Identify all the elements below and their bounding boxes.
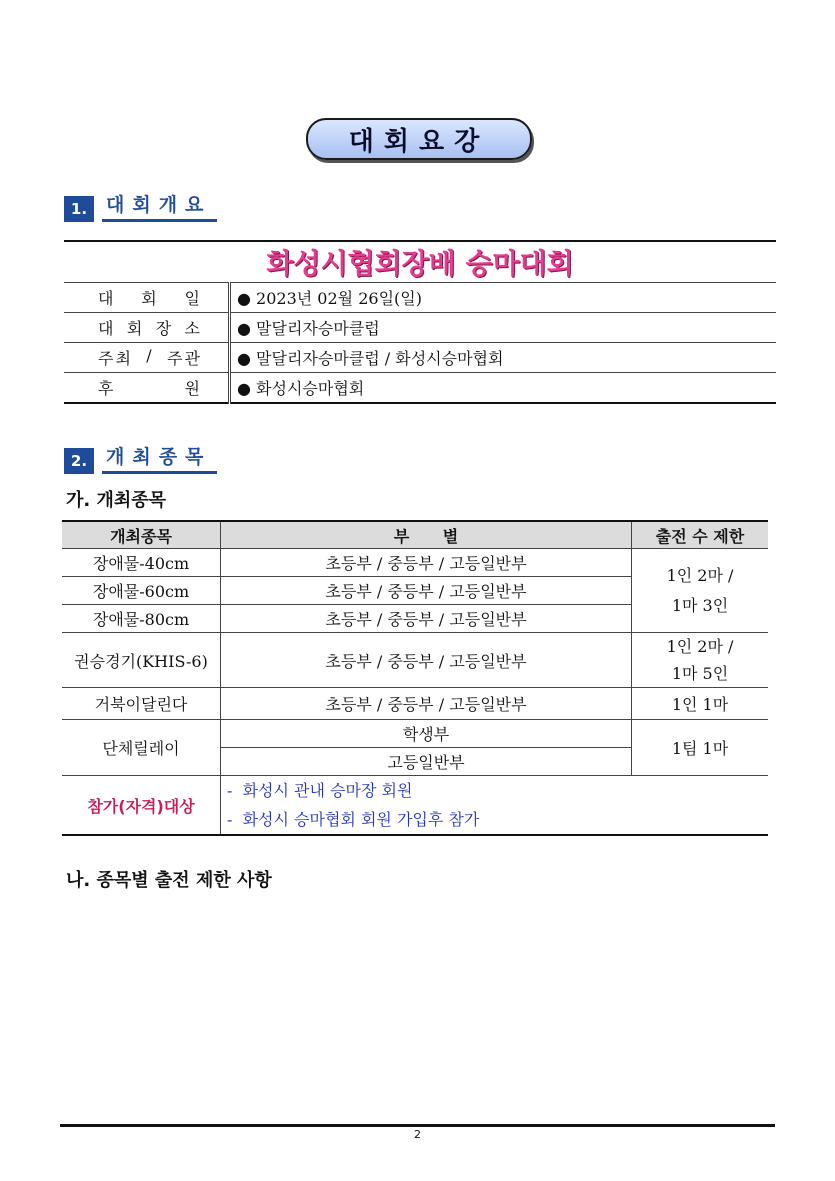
overview-label-venue — [64, 313, 230, 343]
table-row — [62, 720, 768, 748]
limit-cell-khis — [632, 633, 769, 688]
header-limit: 출전 수 제한 — [632, 521, 769, 549]
overview-label-part: 주최 — [98, 349, 133, 368]
overview-row — [64, 283, 776, 313]
overview-label-date — [64, 283, 230, 313]
page-number: 2 — [414, 1128, 421, 1141]
relay-division-student: 학생부 — [221, 720, 632, 748]
overview-table — [64, 240, 776, 404]
limit-jump-line-2: 1마 3인 — [671, 595, 729, 615]
event-cell: 장애물-40cm — [62, 549, 221, 577]
eligibility-label: 참가(자격)대상 — [62, 776, 221, 836]
overview-label-part: 후 — [98, 379, 116, 398]
eligibility-list — [221, 776, 769, 836]
section-1-title: 대회개요 — [102, 192, 217, 222]
event-cell: 장애물-60cm — [62, 577, 221, 605]
division-cell: 초등부 / 중등부 / 고등일반부 — [221, 577, 632, 605]
overview-label-part: 대 — [98, 289, 116, 308]
event-cell: 장애물-80cm — [62, 605, 221, 633]
overview-label-part: / — [146, 346, 154, 365]
event-cell: 권승경기(KHIS-6) — [62, 633, 221, 688]
table-row — [62, 688, 768, 720]
division-cell: 초등부 / 중등부 / 고등일반부 — [221, 688, 632, 720]
limit-cell-turtle: 1인 1마 — [632, 688, 769, 720]
header-division: 부 별 — [221, 521, 632, 549]
overview-label-part: 주관 — [167, 349, 202, 368]
overview-value-venue: ● 말달리자승마클럽 — [230, 313, 777, 343]
overview-value-date: ● 2023년 02월 26일(일) — [230, 283, 777, 313]
overview-value-host: ● 말달리자승마클럽 / 화성시승마협회 — [230, 343, 777, 373]
division-cell: 초등부 / 중등부 / 고등일반부 — [221, 633, 632, 688]
section-2-number: 2. — [64, 448, 94, 474]
overview-label-part: 소 — [184, 319, 202, 338]
document-title: 대회요강 — [306, 118, 532, 160]
overview-value-sponsor: ● 화성시승마협회 — [230, 373, 777, 404]
overview-row — [64, 313, 776, 343]
event-name: 화성시협회장배 승마대회 — [64, 241, 776, 283]
subsection-b-title: 나. 종목별 출전 제한 사항 — [66, 870, 272, 891]
table-header-row — [62, 521, 768, 549]
relay-event-cell: 단체릴레이 — [62, 720, 221, 776]
overview-label-host — [64, 343, 230, 373]
overview-label-part: 일 — [184, 289, 202, 308]
table-row — [62, 549, 768, 577]
limit-jump-line-1: 1인 2마 / — [666, 565, 734, 585]
limit-khis-line-1: 1인 2마 / — [666, 637, 734, 656]
relay-division-general: 고등일반부 — [221, 748, 632, 776]
division-cell: 초등부 / 중등부 / 고등일반부 — [221, 549, 632, 577]
overview-label-part: 장 — [155, 319, 174, 338]
table-row — [62, 633, 768, 688]
section-2-heading — [64, 444, 217, 474]
eligibility-row — [62, 776, 768, 836]
limit-cell-jump — [632, 549, 769, 633]
eligibility-item: - 화성시 관내 승마장 회원 — [227, 781, 413, 800]
overview-label-part: 대 — [98, 319, 116, 338]
event-cell: 거북이달린다 — [62, 688, 221, 720]
overview-row — [64, 343, 776, 373]
header-event: 개최종목 — [62, 521, 221, 549]
overview-label-part: 회 — [126, 319, 145, 338]
division-cell: 초등부 / 중등부 / 고등일반부 — [221, 605, 632, 633]
overview-row — [64, 373, 776, 404]
limit-khis-line-2: 1마 5인 — [671, 664, 729, 683]
overview-label-part: 원 — [184, 379, 202, 398]
overview-label-part: 회 — [141, 289, 159, 308]
section-2-title: 개최종목 — [102, 444, 217, 474]
eligibility-item: - 화성시 승마협회 회원 가입후 참가 — [227, 810, 480, 829]
section-1-number: 1. — [64, 196, 94, 222]
section-1-heading — [64, 192, 217, 222]
events-table — [62, 520, 768, 836]
footer-divider — [60, 1124, 775, 1127]
subsection-a-title: 가. 개최종목 — [66, 490, 167, 511]
overview-label-sponsor — [64, 373, 230, 404]
relay-limit-cell: 1팀 1마 — [632, 720, 769, 776]
